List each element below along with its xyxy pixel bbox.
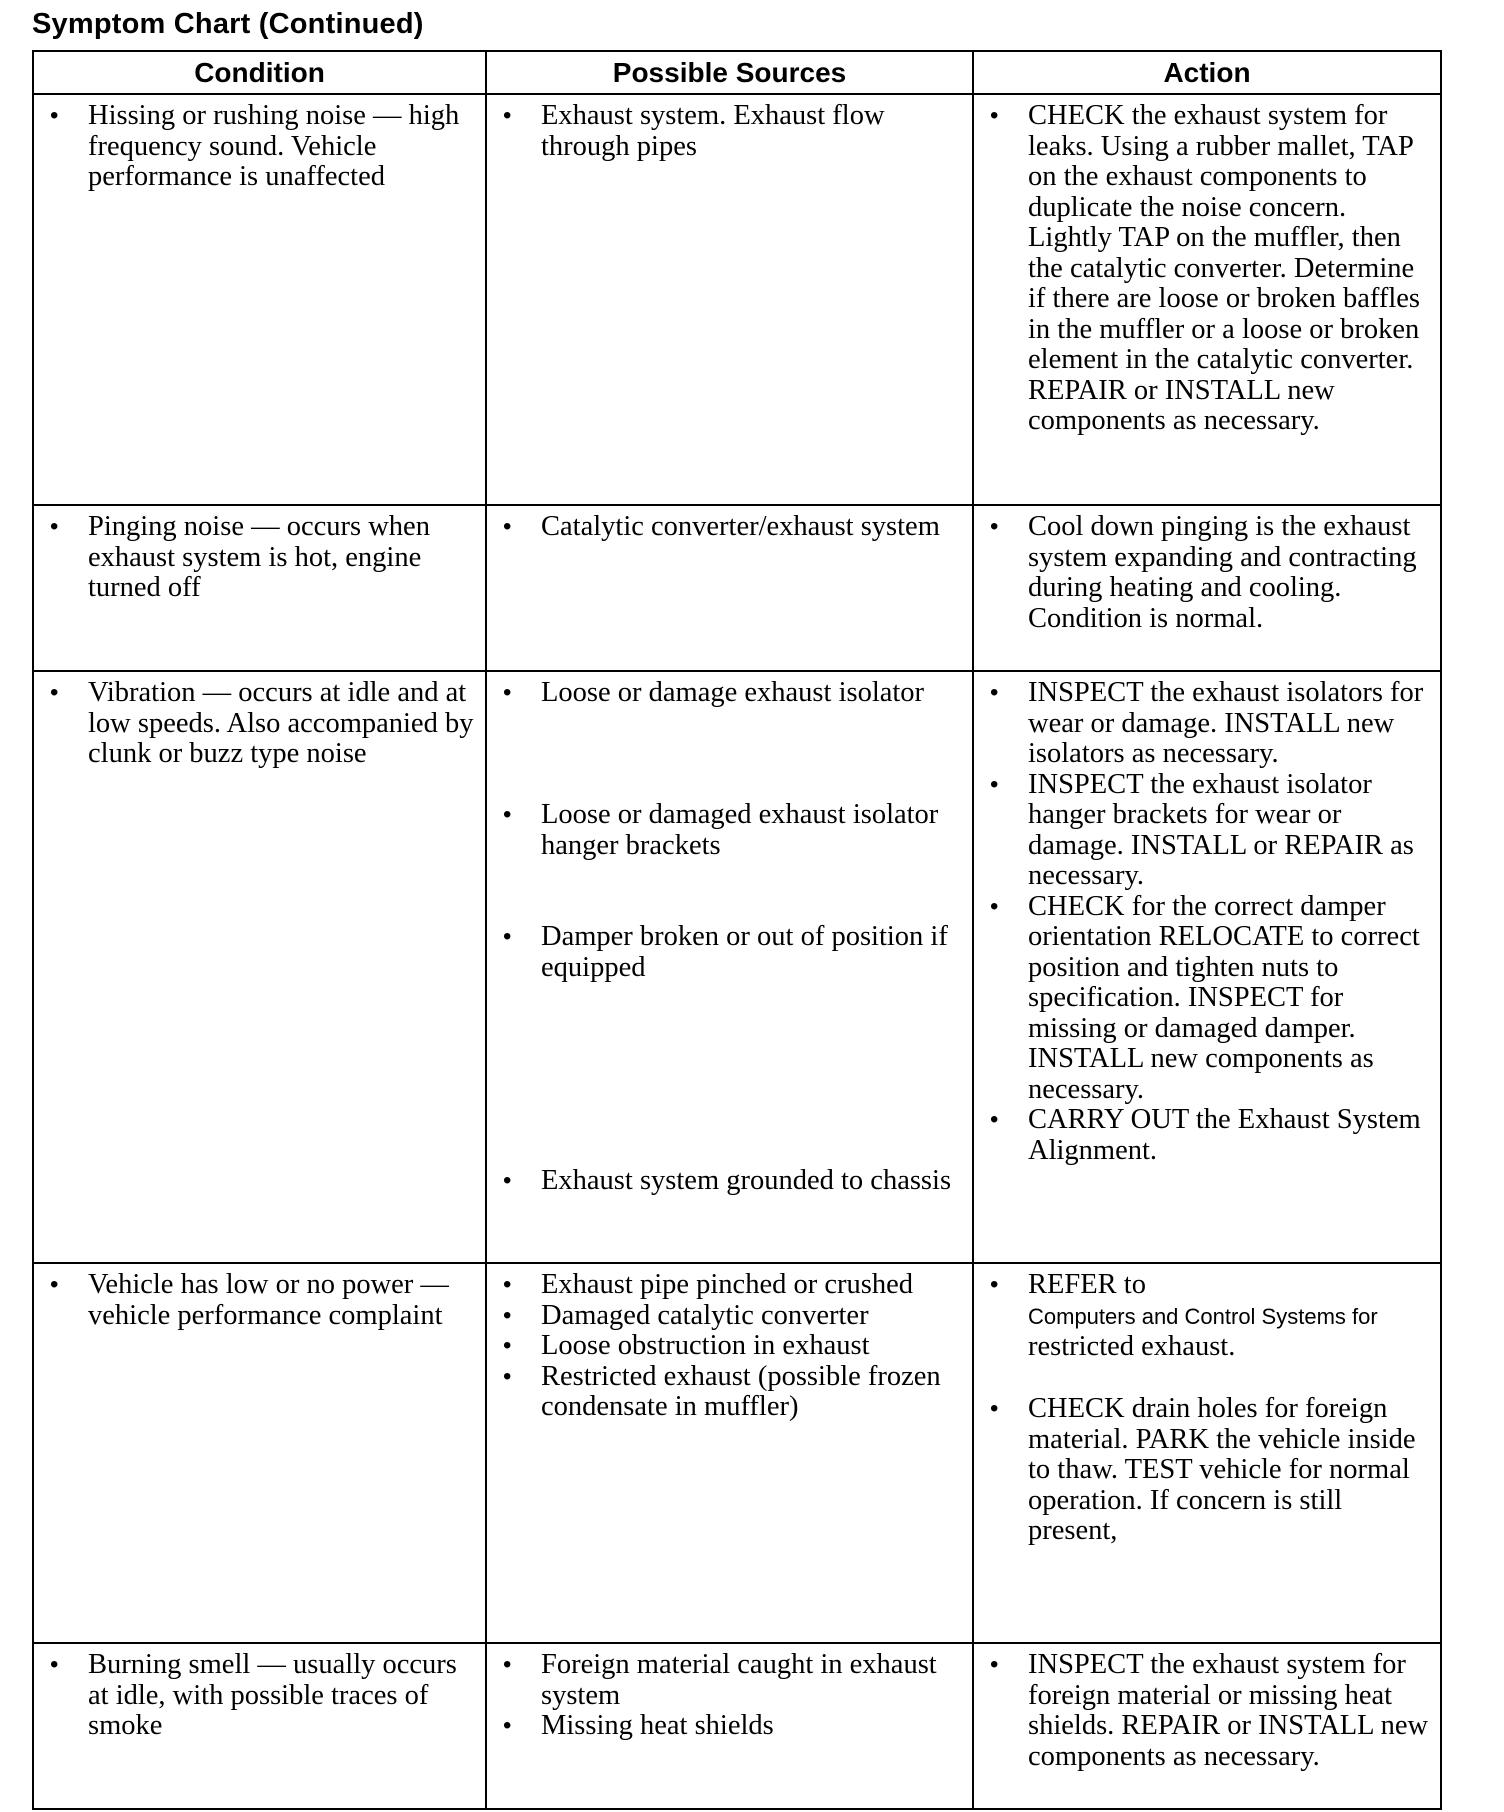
- header-action: Action: [973, 51, 1441, 94]
- action-item: • CHECK drain holes for foreign material. PARK the vehicle inside to thaw. TEST vehicle for normal operation. If concern is still present,: [980, 1394, 1434, 1547]
- header-condition: Condition: [33, 51, 486, 94]
- source-item: • Loose or damage exhaust isolator: [493, 678, 966, 800]
- source-item: • Catalytic converter/exhaust system: [493, 512, 966, 543]
- table-row: [33, 671, 1441, 1263]
- action-cell: [973, 1643, 1441, 1809]
- action-item: • Cool down pinging is the exhaust system expanding and contracting during heating and cooling. Condition is normal.: [980, 512, 1434, 634]
- action-cell: [973, 671, 1441, 1263]
- header-row: [33, 51, 1441, 94]
- condition-cell: [33, 1643, 486, 1809]
- action-item: • CARRY OUT the Exhaust System Alignment.: [980, 1105, 1434, 1166]
- sources-cell: [486, 1643, 973, 1809]
- action-cell: [973, 94, 1441, 505]
- source-item: • Loose obstruction in exhaust: [493, 1331, 966, 1362]
- sources-cell: [486, 1263, 973, 1643]
- condition-item: • Hissing or rushing noise — high frequency sound. Vehicle performance is unaffected: [40, 101, 479, 193]
- action-cell: [973, 1263, 1441, 1643]
- action-cell: [973, 505, 1441, 671]
- source-item: • Foreign material caught in exhaust system: [493, 1650, 966, 1711]
- condition-item: • Vibration — occurs at idle and at low speeds. Also accompanied by clunk or buzz type noise: [40, 678, 479, 770]
- sources-cell: [486, 505, 973, 671]
- action-item: • CHECK the exhaust system for leaks. Using a rubber mallet, TAP on the exhaust components to duplicate the noise concern. Lightly TAP on the muffler, then the catalytic converter. Determine if there are loose or broken baffles in the muffler or a loose or broken element in the catalytic converter. REPAIR or INSTALL new components as necessary.: [980, 101, 1434, 437]
- condition-cell: [33, 94, 486, 505]
- chart-title: Symptom Chart (Continued): [32, 8, 424, 40]
- source-item: • Restricted exhaust (possible frozen condensate in muffler): [493, 1362, 966, 1423]
- condition-cell: [33, 1263, 486, 1643]
- source-item: • Damper broken or out of position if equipped: [493, 922, 966, 1166]
- header-possible-sources: Possible Sources: [486, 51, 973, 94]
- source-item: • Damaged catalytic converter: [493, 1301, 966, 1332]
- reference-link-text: Computers and Control Systems for: [1028, 1303, 1378, 1329]
- condition-cell: [33, 505, 486, 671]
- source-item: • Exhaust pipe pinched or crushed: [493, 1270, 966, 1301]
- action-item: • INSPECT the exhaust isolator hanger brackets for wear or damage. INSTALL or REPAIR as necessary.: [980, 770, 1434, 892]
- action-item: • INSPECT the exhaust isolators for wear or damage. INSTALL new isolators as necessary.: [980, 678, 1434, 770]
- source-item: • Missing heat shields: [493, 1711, 966, 1742]
- source-item: • Exhaust system. Exhaust flow through pipes: [493, 101, 966, 162]
- symptom-chart-table: [32, 50, 1442, 1810]
- table-row: [33, 1263, 1441, 1643]
- table-row: [33, 1643, 1441, 1809]
- action-item: • INSPECT the exhaust system for foreign material or missing heat shields. REPAIR or INSTALL new components as necessary.: [980, 1650, 1434, 1772]
- action-item-refer: [980, 1270, 1434, 1362]
- refer-text: REFER to: [1028, 1269, 1146, 1300]
- condition-item: • Pinging noise — occurs when exhaust system is hot, engine turned off: [40, 512, 479, 604]
- sources-cell: [486, 94, 973, 505]
- condition-cell: [33, 671, 486, 1263]
- action-item: • CHECK for the correct damper orientation RELOCATE to correct position and tighten nuts to specification. INSPECT for missing or damaged damper. INSTALL new components as necessary.: [980, 892, 1434, 1106]
- source-item: • Exhaust system grounded to chassis: [493, 1166, 966, 1197]
- sources-cell: [486, 671, 973, 1263]
- source-item: • Loose or damaged exhaust isolator hanger brackets: [493, 800, 966, 922]
- condition-item: • Vehicle has low or no power — vehicle performance complaint: [40, 1270, 479, 1331]
- condition-item: • Burning smell — usually occurs at idle, with possible traces of smoke: [40, 1650, 479, 1742]
- refer-text-after: restricted exhaust.: [1028, 1330, 1236, 1362]
- table-row: [33, 505, 1441, 671]
- table-row: [33, 94, 1441, 505]
